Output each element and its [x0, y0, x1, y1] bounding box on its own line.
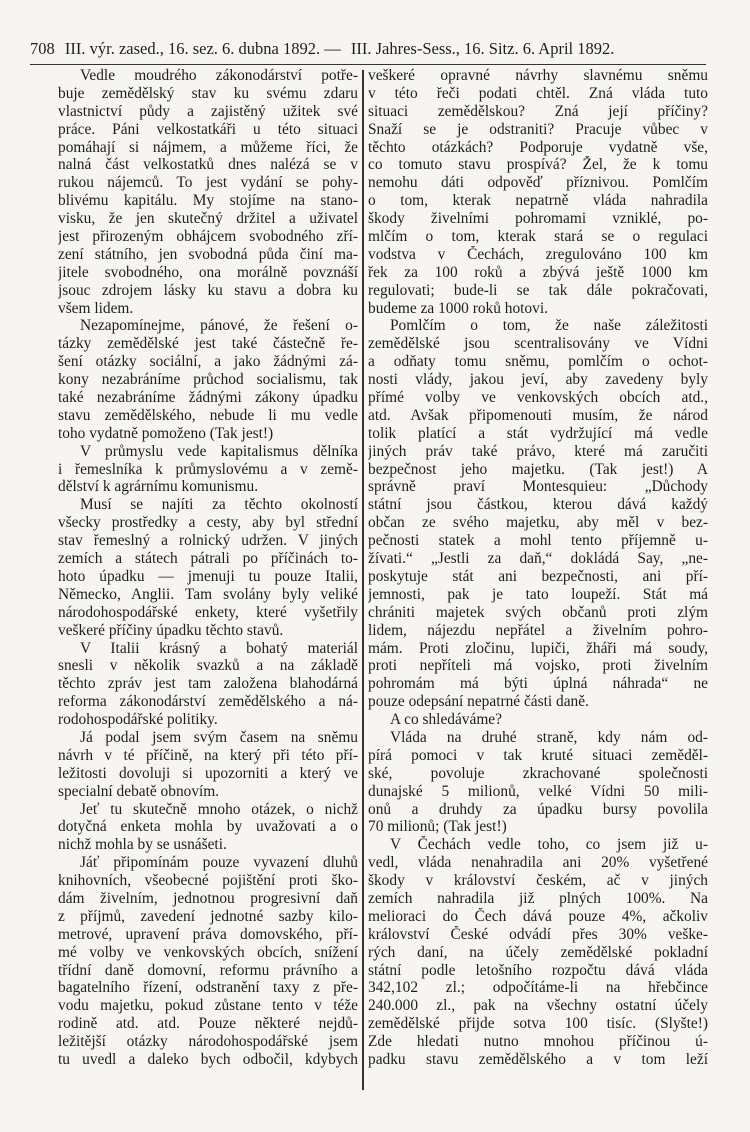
text-line: přímé volby ve venkovských obcích atd.,: [368, 389, 708, 407]
text-line: jitele svobodného, ona morálně povznáší: [58, 263, 358, 281]
text-line: jemnosti, pak je tato loupeží. Stát má: [368, 585, 708, 603]
page-number: 708: [30, 39, 55, 58]
right-column: [368, 67, 708, 1069]
text-line: Nezapomínejme, pánové, že řešení o-: [80, 317, 358, 335]
text-line: chrániti majetek svých občanů proti zlým: [368, 603, 708, 621]
text-line: Vláda na druhé straně, kdy nám od-: [390, 728, 708, 746]
text-line: mlčím o tom, kterak stará se o regulaci: [368, 228, 708, 246]
text-line: šení otázky sociální, a jako žádnými zá-: [58, 353, 358, 371]
text-line: dunajské 5 milionů, velké Vídni 50 mili-: [368, 782, 708, 800]
text-line: návrh v té příčině, na který při této pří-: [58, 746, 358, 764]
paragraph: [368, 711, 708, 729]
left-column: [58, 67, 358, 1069]
text-line: jsouc zdrojem lásky ku stavu a dobra ku: [58, 281, 358, 299]
text-line: dám živelním, jednotnou progresivní daň: [58, 889, 358, 907]
paragraph: [58, 496, 358, 639]
text-line: rodohospodářské politiky.: [58, 711, 218, 729]
text-line: zemích nahradila již plných 100%. Na: [368, 889, 708, 907]
text-line: tolik platící a stát vydržující má vedle: [368, 424, 708, 442]
header-czech: III. výr. zased., 16. sez. 6. dubna 1892. —: [64, 39, 341, 58]
text-line: tázky zemědělské jest také částečně ře-: [58, 335, 358, 353]
paragraph: [58, 854, 358, 1069]
paragraph: [58, 640, 358, 729]
text-line: vedl, vláda nenahradila ani 20% vyšetřené: [368, 854, 708, 872]
text-line: hoto úpadku — jmenuji tu pouze Italii,: [58, 567, 358, 585]
text-line: snesli v několik svazků a na základě: [58, 657, 358, 675]
text-line: stav řemeslný a rolnický udržen. V jiných: [58, 532, 358, 550]
text-line: ležitosti dovoluji si upozorniti a který ve: [58, 764, 358, 782]
text-line: Pomlčím o tom, že naše záležitosti: [390, 317, 708, 335]
text-line: státní jsou částkou, kterou dává každý: [368, 496, 708, 514]
text-line: veškeré příčiny úpadku těchto stavů.: [58, 621, 284, 639]
header-german: III. Jahres-Sess., 16. Sitz. 6. April 1892.: [350, 39, 615, 58]
text-line: Jáť připomínám pouze vyvazení dluhů: [80, 854, 358, 872]
text-line: metrové, upravení práva domovského, pří-: [58, 925, 358, 943]
text-line: blivému kapitálu. My stojíme na stano-: [58, 192, 358, 210]
text-line: správně praví Montesquieu: „Důchody: [368, 478, 708, 496]
text-line: vodu majetku, pokud zůstane tento v téže: [58, 997, 358, 1015]
text-line: pohromám má býti úplná náhrada“ ne: [368, 675, 708, 693]
text-line: visku, že jen skutečný držitel a uživatel: [58, 210, 358, 228]
text-line: škody v království českém, ač v jiných: [368, 872, 708, 890]
text-line: žívati.“ „Jestli za daň,“ dokládá Say, „ne-: [368, 550, 708, 568]
text-line: buje zemědělský stav ku svému zdaru: [58, 84, 358, 102]
text-line: Já podal jsem svým časem na sněmu: [80, 728, 358, 746]
text-line: stavu zemědělského, nebude li mu vedle: [58, 406, 358, 424]
text-line: z příjmů, zavedení jednotné sazby kilo-: [58, 907, 358, 925]
text-line: zemědělské přijde sotva 100 tisíc. (Slyšte!): [368, 1015, 708, 1033]
text-line: Jeť tu skutečně mnoho otázek, o nichž: [80, 800, 358, 818]
text-line: situaci zemědělskou? Zná její příčiny?: [368, 102, 708, 120]
text-line: V průmyslu vede kapitalismus dělníka: [80, 442, 358, 460]
text-line: Německo, Anglii. Tam svolány byly veliké: [58, 585, 358, 603]
text-line: občan ze svého majetku, aby měl v bez-: [368, 514, 708, 532]
text-line: bagatelního řízení, odstranění taxy z pře-: [58, 979, 358, 997]
text-line: knihovních, všeobecné pojištění proti ško-: [58, 872, 358, 890]
text-line: proti nepříteli má vojsko, proti živelním: [368, 657, 708, 675]
text-line: třídní daně domovní, reformu právního a: [58, 961, 358, 979]
paragraph: [368, 836, 708, 1069]
text-line: nalná část velkostatků dnes nalézá se v: [58, 156, 358, 174]
text-line: kony nezabráníme průchod socialismu, tak: [58, 371, 358, 389]
text-line: lidem, nájezdu nepřátel a živelním pohro-: [368, 621, 708, 639]
text-line: jiných práv také právo, které má zaručiti: [368, 442, 708, 460]
text-line: pomáhají si nájmem, a můžeme říci, že: [58, 138, 358, 156]
text-line: zemích a státech pátrali po příčinách to-: [58, 550, 358, 568]
text-line: rých daní, na účely zemědělské pokladní: [368, 943, 708, 961]
text-line: v této řeči podati chtěl. Zná vláda tuto: [368, 84, 708, 102]
text-line: Snaží se je odstraniti? Pracuje vůbec v: [368, 120, 708, 138]
text-line: zení státního, jen svobodná půda činí ma-: [58, 245, 358, 263]
column-divider: [362, 70, 364, 1090]
text-line: veškeré opravné návrhy slavnému sněmu: [368, 67, 708, 84]
text-line: atd. Avšak připomenouti musím, že národ: [368, 406, 708, 424]
text-line: dělství k agrárnímu komunismu.: [58, 478, 259, 496]
text-line: tu uvedl a daleko bych odbočil, kdybych: [58, 1050, 358, 1068]
paragraph: [368, 317, 708, 711]
text-line: mé volby ve venkovských obcích, snížení: [58, 943, 358, 961]
text-line: rukou nájemců. To jest vydání se pohy-: [58, 174, 358, 192]
text-line: vodstva v Čechách, zregulováno 100 km: [368, 245, 708, 263]
text-line: co tomuto stavu prospívá? Žel, že k tomu: [368, 156, 708, 174]
text-line: 342,102 zl.; odpočítáme-li na hřebčince: [368, 979, 708, 997]
text-line: toho vydatně pomoženo (Tak jest!): [58, 424, 274, 442]
paragraph: [58, 801, 358, 855]
text-line: 70 milionů; (Tak jest!): [368, 818, 507, 836]
text-line: bezpečnost jeho majetku. (Tak jest!) A: [368, 460, 708, 478]
text-line: o tom, kterak nepatrně vláda nahradila: [368, 192, 708, 210]
text-line: nosti vlády, jakou jeví, aby zavedeny byly: [368, 371, 708, 389]
text-line: reforma zákonodárství zemědělského a ná-: [58, 693, 358, 711]
text-line: vlastnictví půdy a zajistěný užitek své: [58, 102, 358, 120]
running-header: [30, 36, 706, 65]
text-line: i řemeslníka k průmyslovému a v země-: [58, 460, 358, 478]
paragraph: [58, 317, 358, 442]
text-line: A co shledáváme?: [390, 711, 502, 729]
paragraph: [368, 67, 708, 317]
text-line: nemohu dáti odpověď příznivou. Pomlčím: [368, 174, 708, 192]
paragraph: [58, 67, 358, 317]
text-line: regulovati; bude-li se tak dále pokračovati,: [368, 281, 708, 299]
paragraph: [58, 729, 358, 801]
text-line: dotyčná enketa mohla by uvažovati a o: [58, 818, 358, 836]
text-line: pírá pomoci v tak kruté situaci zeměděl-: [368, 746, 708, 764]
text-line: řek za 100 roků a zbývá ještě 1000 km: [368, 263, 708, 281]
text-line: státní podle letošního rozpočtu dává vláda: [368, 961, 708, 979]
text-line: práce. Páni velkostatkáři u této situaci: [58, 120, 358, 138]
text-line: ské, povoluje zkrachované společnosti: [368, 764, 708, 782]
text-line: poskytuje stát ani bezpečnosti, ani pří-: [368, 567, 708, 585]
text-line: padku stavu zemědělského a v tom leží: [368, 1050, 708, 1068]
text-line: škody živelními pohromami vzniklé, po-: [368, 210, 708, 228]
text-line: království České odvádí přes 30% veške-: [368, 925, 708, 943]
text-line: a odňaty tomu sněmu, pomlčím o ochot-: [368, 353, 708, 371]
text-line: V Čechách vedle toho, co jsem již u-: [390, 836, 708, 854]
text-line: národohospodářské enkety, které vyšetřily: [58, 603, 358, 621]
paragraph: [58, 443, 358, 497]
text-line: těchto otázkách? Podporuje vydatně vše,: [368, 138, 708, 156]
text-line: zemědělské jsou scentralisovány ve Vídni: [368, 335, 708, 353]
text-line: pečnosti statek a mohl tento příjemně u-: [368, 532, 708, 550]
text-line: mám. Proti zločinu, lupiči, žháři má soudy,: [368, 639, 708, 657]
text-line: melioraci do Čech dává pouze 4%, ačkoliv: [368, 907, 708, 925]
text-line: budeme za 1000 roků hotovi.: [368, 299, 548, 317]
text-line: jest přirozeným obhájcem svobodného zří-: [58, 228, 358, 246]
text-line: Zde hledati nutno mnohou příčinou ú-: [368, 1033, 708, 1051]
text-line: specialní debatě obnovím.: [58, 782, 220, 800]
text-line: těchto zpráv jest tam založena blahodárná: [58, 675, 358, 693]
text-line: všem lidem.: [58, 299, 134, 317]
text-line: všecky prostředky a cesty, aby byl střední: [58, 514, 358, 532]
text-line: ležitější otázky národohospodářské jsem: [58, 1033, 358, 1051]
text-line: nichž mohla by se usnášeti.: [58, 836, 227, 854]
paragraph: [368, 729, 708, 836]
text-line: pouze odepsání nepatrné části daně.: [368, 693, 589, 711]
text-line: Vedle moudrého zákonodárství potře-: [80, 67, 358, 84]
text-line: rodině atd. atd. Pouze některé nejdů-: [58, 1015, 358, 1033]
text-line: 240.000 zl., pak na všechny ostatní účely: [368, 997, 708, 1015]
text-line: onů a druhdy za úpadku bursy povolila: [368, 800, 708, 818]
text-line: V Italii krásný a bohatý materiál: [80, 639, 358, 657]
text-line: Musí se najíti za těchto okolností: [80, 496, 358, 514]
text-line: také nezabráníme žádnými zákony úpadku: [58, 389, 358, 407]
